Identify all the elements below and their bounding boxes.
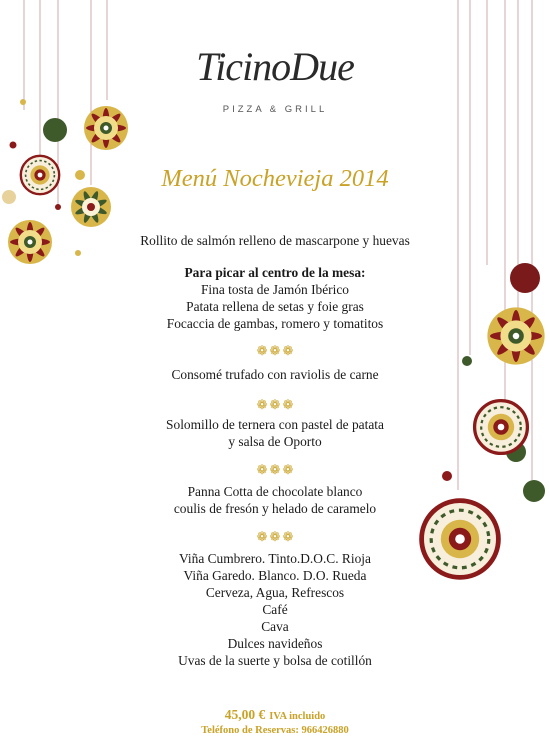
section-divider — [0, 459, 550, 478]
menu-section-starters — [0, 232, 550, 332]
price-note: IVA incluido — [269, 711, 326, 722]
drink-line: Café — [262, 602, 288, 617]
snowflake-ornament-icon: ❁ — [282, 344, 294, 359]
reservation-phone: Teléfono de Reservas: 966426880 — [201, 725, 349, 736]
section-divider — [0, 340, 550, 359]
main-line: Solomillo de ternera con pastel de patata — [166, 417, 384, 432]
snowflake-ornament-icon: ❁ — [256, 398, 268, 413]
menu-section-soup — [0, 366, 550, 383]
snowflake-ornament-icon: ❁ — [269, 463, 281, 478]
starter-line: Rollito de salmón relleno de mascarpone y huevas — [140, 233, 410, 248]
soup-line: Consomé trufado con raviolis de carne — [171, 367, 379, 382]
snowflake-ornament-icon: ❁ — [256, 463, 268, 478]
drink-line: Viña Garedo. Blanco. D.O. Rueda — [183, 568, 367, 583]
sharing-heading: Para picar al centro de la mesa: — [184, 265, 366, 280]
snowflake-ornament-icon: ❁ — [269, 530, 281, 545]
sharing-item: Patata rellena de setas y foie gras — [186, 299, 364, 314]
brand-subtitle: PIZZA & GRILL — [222, 104, 328, 115]
dessert-line: Panna Cotta de chocolate blanco — [187, 484, 363, 499]
brand-logo: TicinoDue — [196, 44, 354, 89]
menu-section-dessert — [0, 483, 550, 517]
menu-title: Menú Nochevieja 2014 — [161, 165, 389, 192]
snowflake-ornament-icon: ❁ — [269, 398, 281, 413]
snowflake-ornament-icon: ❁ — [256, 344, 268, 359]
menu-section-main — [0, 416, 550, 450]
snowflake-ornament-icon: ❁ — [282, 398, 294, 413]
sharing-item: Fina tosta de Jamón Ibérico — [200, 282, 349, 297]
drink-line: Viña Cumbrero. Tinto.D.O.C. Rioja — [179, 551, 371, 566]
drink-line: Cava — [261, 619, 289, 634]
drink-line: Dulces navideños — [227, 636, 323, 651]
drink-line: Cerveza, Agua, Refrescos — [205, 585, 345, 600]
price-block — [0, 707, 550, 725]
section-divider — [0, 526, 550, 545]
section-divider — [0, 394, 550, 413]
main-line: y salsa de Oporto — [228, 434, 322, 449]
sharing-item: Focaccia de gambas, romero y tomatitos — [166, 316, 384, 331]
price-amount: 45,00 € — [224, 707, 266, 722]
snowflake-ornament-icon: ❁ — [282, 463, 294, 478]
snowflake-ornament-icon: ❁ — [269, 344, 281, 359]
snowflake-ornament-icon: ❁ — [256, 530, 268, 545]
menu-section-drinks — [0, 550, 550, 669]
snowflake-ornament-icon: ❁ — [282, 530, 294, 545]
drink-line: Uvas de la suerte y bolsa de cotillón — [178, 653, 372, 668]
dessert-line: coulis de fresón y helado de caramelo — [173, 501, 377, 516]
